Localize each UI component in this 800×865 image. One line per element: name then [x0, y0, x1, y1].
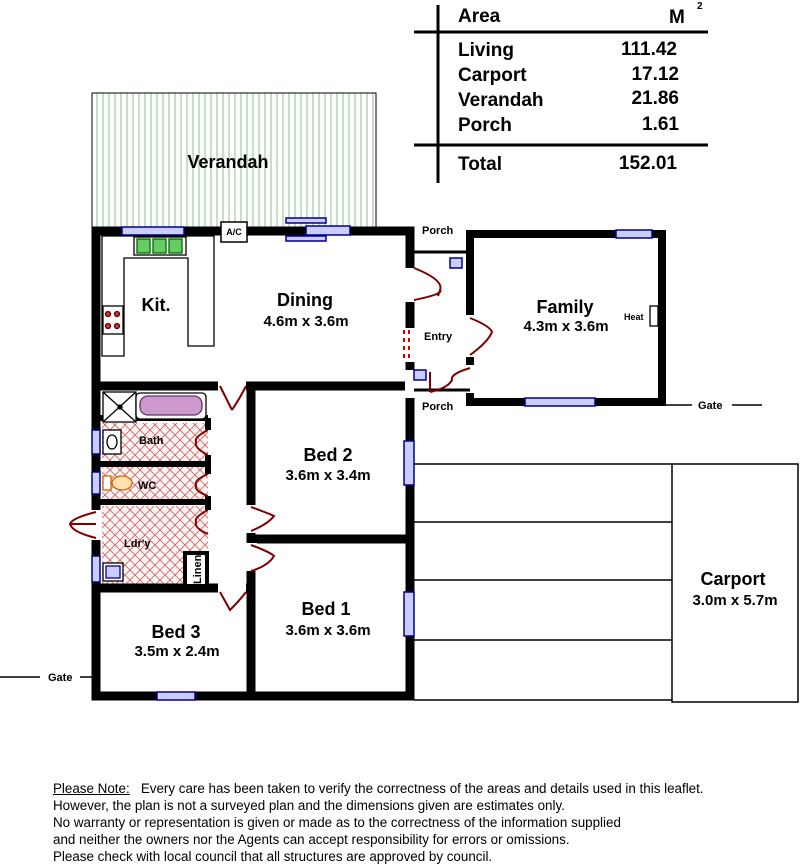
window	[414, 370, 426, 380]
disclaimer-note	[53, 780, 793, 865]
ac-unit	[221, 222, 247, 242]
verandah	[92, 93, 376, 230]
entry-label: Entry	[424, 331, 453, 343]
bed3-size: 3.5m x 2.4m	[134, 643, 220, 660]
area-row-value: 111.42	[620, 39, 677, 60]
carport-label: Carport	[700, 569, 766, 589]
area-row-value: 17.12	[631, 64, 679, 85]
window	[157, 692, 195, 700]
note-line: and neither the owners nor the Agents can accept responsibility for errors or omissions.	[53, 832, 570, 847]
gate-label: Gate	[48, 672, 73, 684]
area-row-value: 1.61	[642, 114, 679, 135]
window	[404, 441, 414, 485]
window	[286, 236, 326, 241]
linen-label: Linen	[192, 554, 204, 584]
area-row-value: 21.86	[631, 88, 679, 109]
window	[92, 472, 100, 494]
window	[286, 218, 326, 223]
area-row-label: Living	[458, 40, 514, 61]
heat-label: Heat	[624, 312, 644, 322]
window	[122, 227, 184, 235]
wc-label: WC	[138, 480, 157, 492]
area-row-label: Carport	[458, 65, 527, 86]
bed2-label: Bed 2	[303, 445, 353, 465]
window	[616, 230, 652, 238]
area-unit-label: M	[669, 7, 685, 28]
note-line: No warranty or representation is given or made as to the correctness of the information supplied	[53, 815, 621, 830]
heater-icon	[650, 306, 658, 326]
carport-size: 3.0m x 5.7m	[692, 592, 778, 609]
window	[525, 398, 595, 406]
area-header-label: Area	[458, 6, 501, 27]
family-label: Family	[536, 297, 594, 317]
dining-size: 4.6m x 3.6m	[263, 313, 349, 330]
bed1-label: Bed 1	[301, 599, 351, 619]
gate-label: Gate	[698, 400, 723, 412]
area-row-label: Verandah	[458, 90, 544, 111]
family-size: 4.3m x 3.6m	[523, 318, 609, 335]
window	[306, 226, 350, 235]
note-line: Every care has been taken to verify the correctness of the areas and details used in this leaflet.	[140, 781, 704, 796]
area-total-label: Total	[458, 154, 502, 175]
window	[92, 556, 100, 582]
note-lead: Please Note:	[53, 781, 130, 796]
dining-label: Dining	[277, 290, 333, 310]
porch-label: Porch	[422, 225, 454, 237]
area-table	[414, 1, 708, 183]
area-total-value: 152.01	[618, 153, 677, 174]
note-line: Please check with local council that all structures are approved by council.	[53, 849, 493, 864]
bath-label: Bath	[139, 435, 164, 447]
window	[92, 430, 100, 454]
window	[404, 592, 414, 636]
laundry-label: Ldr'y	[124, 538, 151, 550]
bed1-size: 3.6m x 3.6m	[285, 622, 371, 639]
note-line: However, the plan is not a surveyed plan and the dimensions given are estimates only.	[53, 798, 565, 813]
verandah-label: Verandah	[187, 152, 269, 172]
bed2-size: 3.6m x 3.4m	[285, 467, 371, 484]
bed3-label: Bed 3	[151, 622, 201, 642]
ac-label: A/C	[226, 227, 242, 237]
porch-label: Porch	[422, 401, 454, 413]
area-unit-superscript: 2	[697, 1, 703, 12]
area-row-label: Porch	[458, 115, 512, 136]
linen-cupboard	[185, 553, 207, 586]
kitchen-label: Kit.	[141, 295, 171, 315]
window	[450, 258, 462, 268]
